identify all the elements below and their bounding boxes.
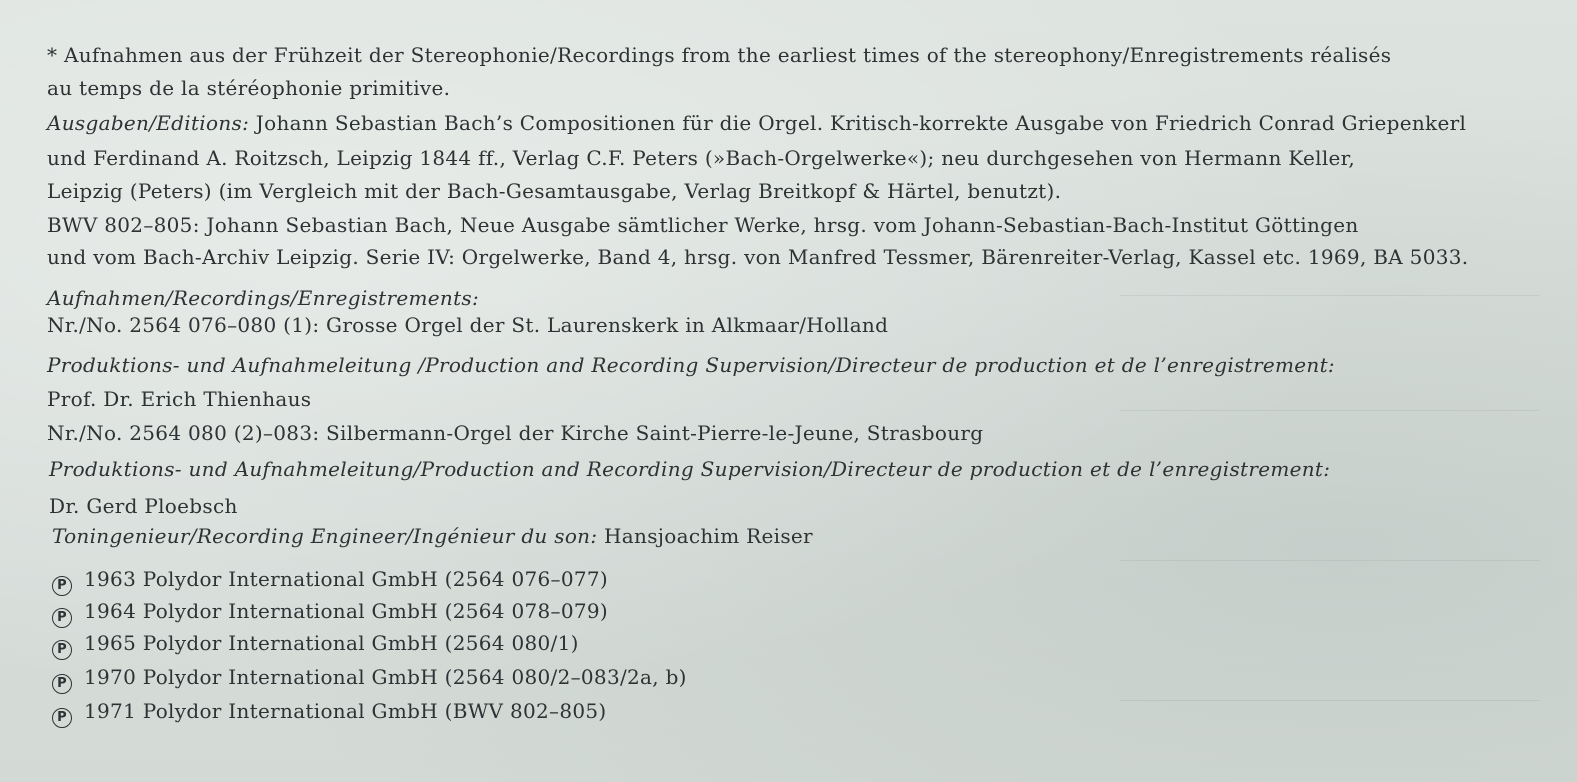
phonogram-copyright-icon: P <box>52 708 72 728</box>
footnote-line-1: * Aufnahmen aus der Frühzeit der Stereophonie/Recordings from the earliest times of the stereophony/Enregistrements réalisés <box>47 43 1392 67</box>
footnote-line-2: au temps de la stéréophonie primitive. <box>47 76 451 100</box>
supervision-1-name: Prof. Dr. Erich Thienhaus <box>47 387 312 411</box>
bwv-line-2: und vom Bach-Archiv Leipzig. Serie IV: Orgelwerke, Band 4, hrsg. von Manfred Tessmer, Bärenreiter-Verlag, Kassel etc. 1969, BA 5033. <box>47 245 1469 269</box>
recordings-label: Aufnahmen/Recordings/Enregistrements: <box>47 286 480 310</box>
supervision-2-name: Dr. Gerd Ploebsch <box>49 494 238 518</box>
recording-2: Nr./No. 2564 080 (2)–083: Silbermann-Orgel der Kirche Saint-Pierre-le-Jeune, Strasbourg <box>47 421 984 445</box>
bleed-through-rule <box>1120 410 1540 411</box>
phonogram-copyright-icon: P <box>52 674 72 694</box>
engineer-line <box>52 523 813 549</box>
copyright-text: 1970 Polydor International GmbH (2564 080/2–083/2a, b) <box>84 665 687 689</box>
phonogram-copyright-icon: P <box>52 608 72 628</box>
copyright-text: 1965 Polydor International GmbH (2564 080/1) <box>84 631 579 655</box>
copyright-text: 1964 Polydor International GmbH (2564 078–079) <box>84 599 609 623</box>
bwv-line-1: BWV 802–805: Johann Sebastian Bach, Neue Ausgabe sämtlicher Werke, hrsg. vom Johann-Sebastian-Bach-Institut Göttingen <box>47 213 1359 237</box>
recording-1: Nr./No. 2564 076–080 (1): Grosse Orgel der St. Laurenskerk in Alkmaar/Holland <box>47 313 889 337</box>
phonogram-copyright-icon: P <box>52 576 72 596</box>
editions-text: Johann Sebastian Bach’s Compositionen für die Orgel. Kritisch-korrekte Ausgabe von Friedrich Conrad Griepenkerl <box>249 111 1467 135</box>
supervision-1-label: Produktions- und Aufnahmeleitung /Production and Recording Supervision/Directeur de production et de l’enregistrement: <box>47 353 1335 377</box>
bleed-through-rule <box>1120 560 1540 561</box>
copyright-line <box>52 566 608 596</box>
editions-line-3: Leipzig (Peters) (im Vergleich mit der Bach-Gesamtausgabe, Verlag Breitkopf & Härtel, benutzt). <box>47 179 1062 203</box>
bleed-through-rule <box>1120 700 1540 701</box>
phonogram-copyright-icon: P <box>52 640 72 660</box>
bleed-through-rule <box>1120 295 1540 296</box>
editions-line-2: und Ferdinand A. Roitzsch, Leipzig 1844 ff., Verlag C.F. Peters (»Bach-Orgelwerke«); neu durchgesehen von Hermann Keller, <box>47 146 1356 170</box>
copyright-line <box>52 664 687 694</box>
copyright-text: 1971 Polydor International GmbH (BWV 802–805) <box>84 699 607 723</box>
supervision-2-label: Produktions- und Aufnahmeleitung/Production and Recording Supervision/Directeur de production et de l’enregistrement: <box>49 457 1331 481</box>
engineer-label: Toningenieur/Recording Engineer/Ingénieur du son: <box>52 524 598 548</box>
editions-label: Ausgaben/Editions: <box>47 111 250 135</box>
copyright-text: 1963 Polydor International GmbH (2564 076–077) <box>84 567 609 591</box>
copyright-line <box>52 598 608 628</box>
copyright-line <box>52 630 579 660</box>
copyright-line <box>52 698 607 728</box>
engineer-name: Hansjoachim Reiser <box>597 524 813 548</box>
editions-line-1 <box>47 110 1466 136</box>
